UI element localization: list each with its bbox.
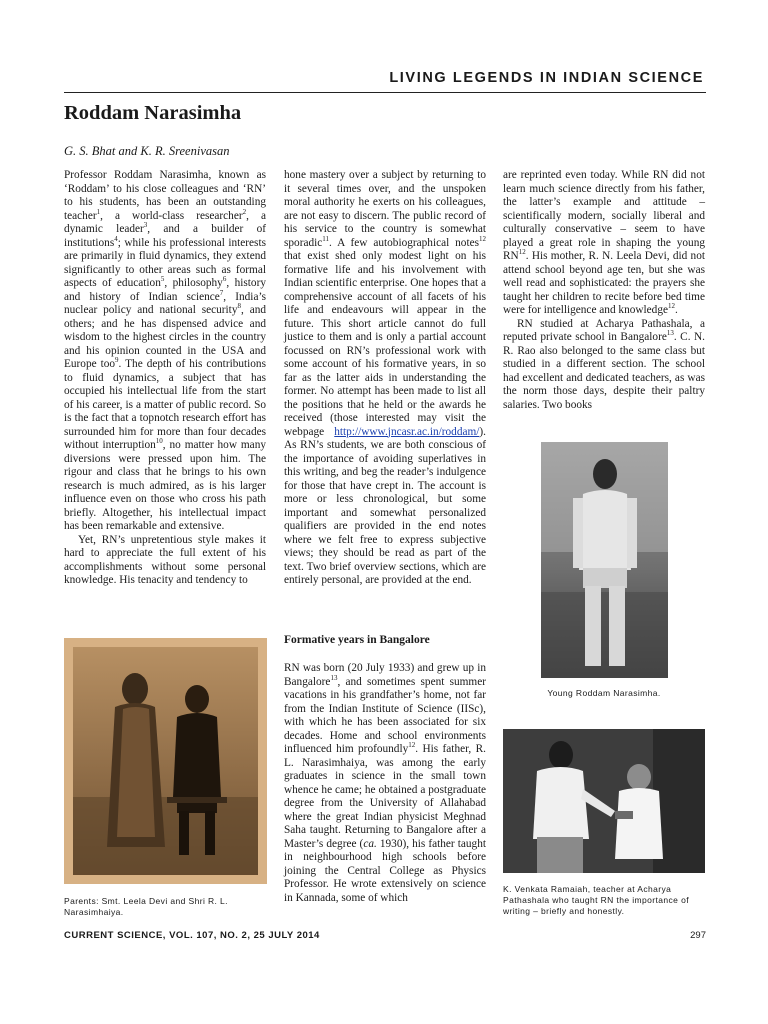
teacher-photo xyxy=(503,729,705,873)
young-rn-caption: Young Roddam Narasimha. xyxy=(547,688,661,698)
section-heading: Formative years in Bangalore xyxy=(284,634,430,646)
page-number: 297 xyxy=(690,930,706,941)
teacher-scene-illustration xyxy=(503,729,705,873)
column-2 xyxy=(284,169,486,588)
paragraph: hone mastery over a subject by returning to it several times over, and the unspoken moral authority he exerts on his colleagues, are not easy to discern. The public record of his service to the country is somewhat sporadic$^{11}$. A few autobiographical notes$^{12}$ that exist shed only modest light on his formative life and his involvement with Indian scientific enterprise. One hopes that a comprehensive account of all facets of his life and endeavours will appear in the future. This short article cannot do full justice to them and is only a partial account focussed on RN’s professional work with some account of his formative years, in so far as the latter aids in understanding the former. No attempt has been made to list all the positions that he held or the awards he received (those interested may visit the webpage http://www.jncasr.ac.in/roddam/). As RN’s students, we are both conscious of the importance of avoiding superlatives in this writing, and beg the reader’s indulgence for those that have crept in. The account is more or less chronological, but some important and somewhat personalized qualifiers are provided in the end notes where we felt free to express subjective views; they should be read as part of the text. Two brief overview sections, which are entirely personal, are provided at the end. xyxy=(284,169,486,586)
column-2-lower xyxy=(284,662,486,905)
article-title: Roddam Narasimha xyxy=(64,102,242,124)
webpage-link[interactable]: http://www.jncasr.ac.in/roddam/ xyxy=(334,425,480,438)
parents-photo-image xyxy=(73,647,258,875)
journal-footer: CURRENT SCIENCE, VOL. 107, NO. 2, 25 JULY 2014 xyxy=(64,930,320,941)
section-title: LIVING LEGENDS IN INDIAN SCIENCE xyxy=(389,70,704,86)
parents-caption: Parents: Smt. Leela Devi and Shri R. L. Narasimhaiya. xyxy=(64,896,228,917)
young-rn-figure-illustration xyxy=(541,442,668,678)
column-3 xyxy=(503,169,705,412)
young-rn-photo xyxy=(541,442,668,678)
paragraph: are reprinted even today. While RN did not learn much science directly from his father, the latter’s example and attitude – scientifically modern, socially liberal and culturally conservative – seem to have played a great role in shaping the young RN$^{12}$. His mother, R. N. Leela Devi, did not attend school beyond age ten, but she was well read and sophisticated: the prayers she taught her children to recite before bed time were for intelligence and knowledge$^{12}$. xyxy=(503,169,705,316)
header-rule xyxy=(64,92,706,93)
paragraph: RN was born (20 July 1933) and grew up in Bangalore$^{13}$, and sometimes spent summer vacations in his grandfather’s home, not far from the Indian Institute of Science (IISc), with which he has been associated for six decades. Home and school environments influenced him profoundly$^{12}$. His father, R. L. Narasimhaiya, was among the early graduates in science in the small town whence he came; he obtained a postgraduate degree from the University of Allahabad where the great Indian physicist Meghnad Saha taught. Returning to Bangalore after a Master’s degree (ca. 1930), his father taught in neighbourhood high schools before joining the Central College as Physics Professor. He wrote extensively on science in Kannada, some of which xyxy=(284,662,486,904)
parents-figures-illustration xyxy=(73,647,258,875)
paragraph: Yet, RN’s unpretentious style makes it hard to appreciate the full extent of his accomplishments without some personal knowledge. His tenacity and tendency to xyxy=(64,533,266,586)
paragraph: Professor Roddam Narasimha, known as ‘Roddam’ to his close colleagues and ‘RN’ to his students, has been an outstanding teacher$^1$, a world-class researcher$^2$, a dynamic leader$^3$, and a builder of institutions$^4$; while his professional interests are primarily in fluid dynamics, they extend significantly to other areas such as formal aspects of education$^5$, philosophy$^6$, history and history of Indian science$^7$, India’s nuclear policy and national security$^8$, and others; and he has dispensed advice and wisdom to the highest circles in the country and his opinion counted in the USA and Europe too$^9$. The depth of his contributions to fluid dynamics, a subject that has occupied his intellectual life from the start of his career, is a matter of public record. So is the fact that a topnotch research effort has surrounded him for more than four decades without interruption$^{10}$, no matter how many diversions were pressed upon him. The rigour and class that he brings to his own research is much admired, as is his larger influence even on those who cross his path briefly. Altogether, his intellectual impact has been remarkable and extensive. xyxy=(64,169,267,532)
article-authors: G. S. Bhat and K. R. Sreenivasan xyxy=(64,144,230,158)
teacher-caption: K. Venkata Ramaiah, teacher at Acharya Pathashala who taught RN the importance of writing – briefly and honestly. xyxy=(503,884,689,916)
parents-photo xyxy=(64,638,267,884)
paragraph: RN studied at Acharya Pathashala, a reputed private school in Bangalore$^{13}$. C. N. R. Rao also belonged to the same class but studied in a different section. The school had excellent and dedicated teachers, as was the norm those days, despite their paltry salaries. Two books xyxy=(503,317,705,411)
column-1 xyxy=(64,169,266,588)
